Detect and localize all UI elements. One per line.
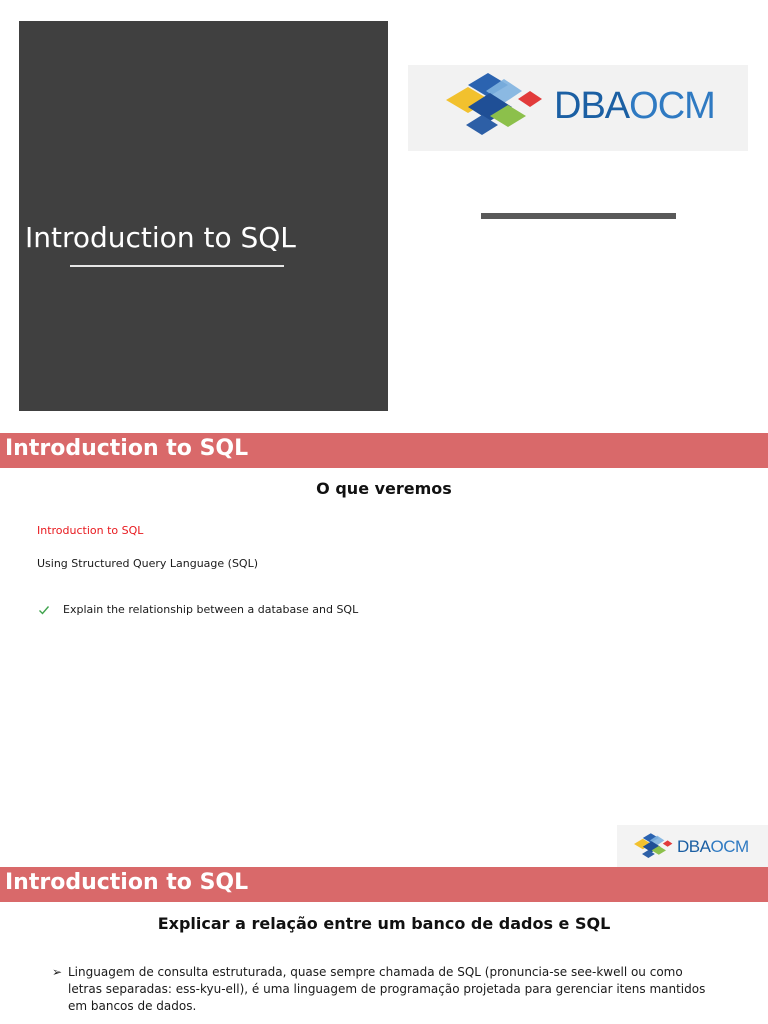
logo-wordmark: DBAOCM <box>554 85 715 127</box>
checklist-item-text: Explain the relationship between a database and SQL <box>63 603 359 616</box>
title-underline <box>70 265 284 267</box>
logo-diamonds-icon <box>634 832 678 860</box>
checkmark-icon <box>38 604 50 616</box>
footer-logo-wordmark: DBAOCM <box>677 837 749 856</box>
slide3-header-band <box>0 867 768 902</box>
slide2-header: Introduction to SQL <box>5 436 249 461</box>
logo-diamonds-icon <box>446 71 556 139</box>
bullet-text: Linguagem de consulta estruturada, quase sempre chamada de SQL (pronuncia-se see-kwell ou como letras separadas: ess-kyu-ell), é uma linguagem de programação projetada para gerenciar itens mantidos em bancos de dados. <box>68 965 706 1013</box>
title-panel <box>19 21 388 411</box>
slide2-header-band <box>0 433 768 468</box>
bullet-item <box>52 964 718 1015</box>
footer-dbaocm-logo <box>617 825 768 867</box>
slide-title: Introduction to SQL <box>25 221 296 254</box>
slide3-header: Introduction to SQL <box>5 870 249 895</box>
slide2-subtitle: O que veremos <box>316 479 452 498</box>
accent-bar <box>481 213 676 219</box>
agenda-item: Using Structured Query Language (SQL) <box>37 557 258 570</box>
checklist-item <box>38 603 358 616</box>
slide3-subtitle: Explicar a relação entre um banco de dados e SQL <box>157 914 611 933</box>
arrow-bullet-icon: ➢ <box>52 965 63 979</box>
agenda-item-highlight: Introduction to SQL <box>37 524 144 537</box>
dbaocm-logo <box>408 65 748 151</box>
